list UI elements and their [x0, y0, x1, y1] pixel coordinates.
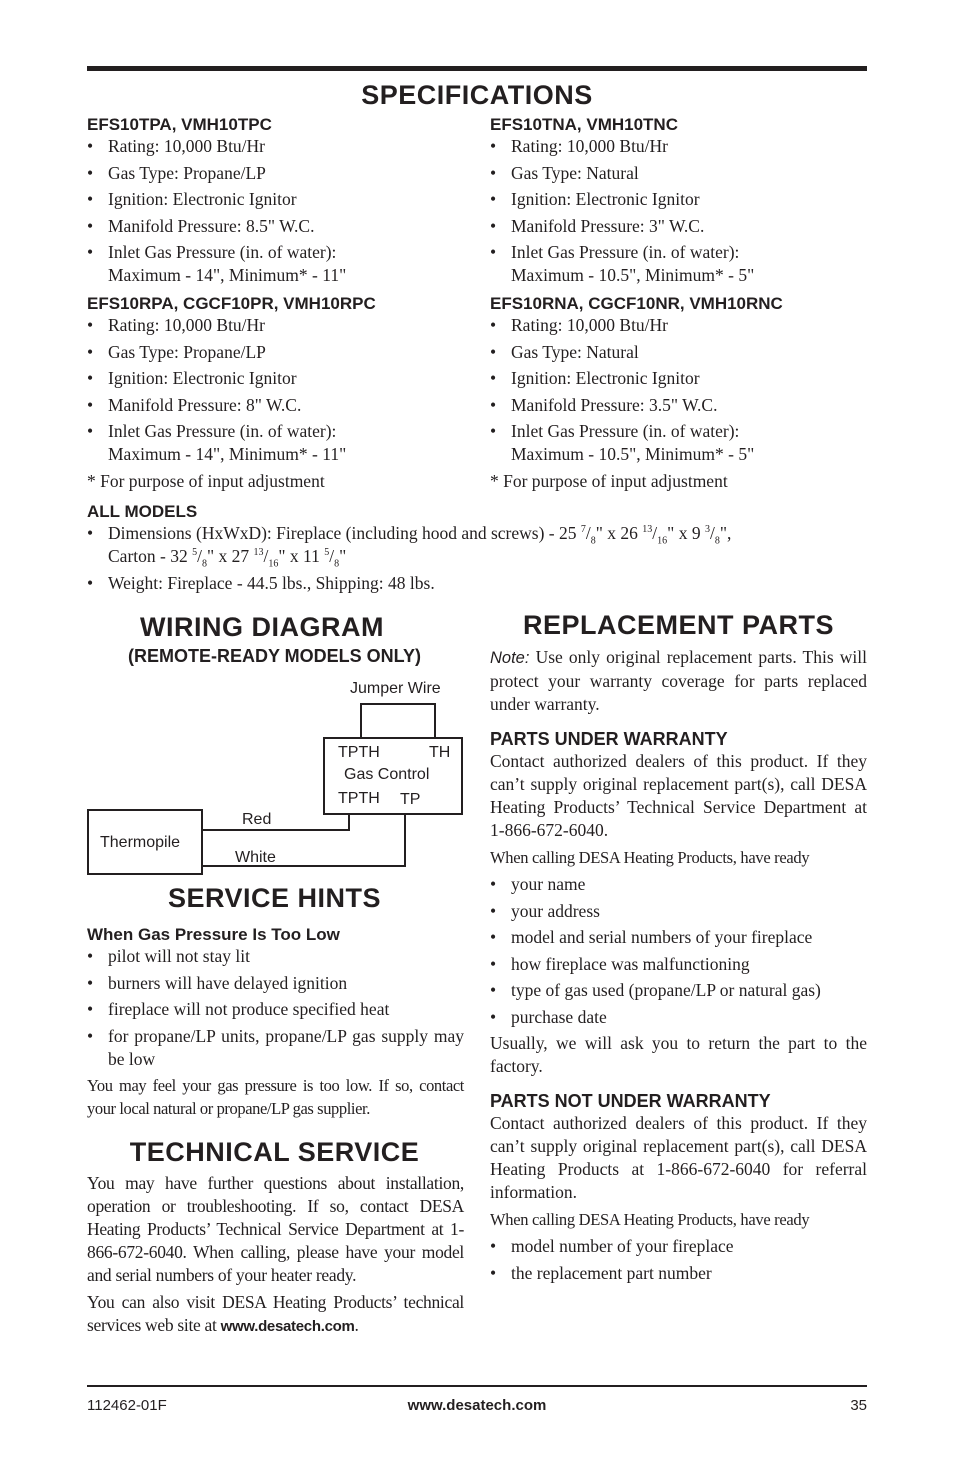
footer-rule [87, 1385, 867, 1387]
have-ready-list-2 [490, 1235, 867, 1285]
list-item: • Gas Type: Propane/LP [87, 341, 467, 364]
inlet-line-1: Inlet Gas Pressure (in. of water): [108, 242, 337, 262]
document-number: 112462-01F [87, 1397, 167, 1414]
service-hints [87, 925, 464, 1124]
technical-service-title: TECHNICAL SERVICE [129, 1137, 420, 1167]
spec-group-heading: EFS10RNA, CGCF10NR, VMH10RNC [490, 294, 783, 313]
list-item: • model and serial numbers of your fireplace [490, 926, 867, 949]
parts-under-warranty-heading: PARTS UNDER WARRANTY [490, 729, 728, 749]
footnote: * For purpose of input adjustment [490, 470, 728, 491]
parts-under-warranty-paragraph: Contact authorized dealers of this product. If they can’t supply original replacement part(s), call DESA Heating Products’ Technical Service Department at 1-866-672-6040. [490, 751, 867, 840]
list-item [490, 241, 870, 287]
list-item: • Manifold Pressure: 3.5" W.C. [490, 394, 870, 417]
list-item: • your address [490, 900, 867, 923]
technical-service-web-paragraph: You can also visit DESA Heating Products’ technical services web site at www.desatech.com. [87, 1292, 464, 1335]
list-item: • fireplace will not produce specified heat [87, 998, 464, 1021]
wiring-diagram [87, 678, 467, 878]
spec-list [87, 314, 467, 466]
replacement-parts [490, 646, 867, 1288]
list-item: • pilot will not stay lit [87, 945, 464, 968]
service-hints-list [87, 945, 464, 1071]
service-hints-subheading: When Gas Pressure Is Too Low [87, 925, 340, 944]
website-link[interactable]: www.desatech.com [220, 1318, 355, 1335]
list-item: • your name [490, 873, 867, 896]
list-item: • Ignition: Electronic Ignitor [87, 367, 467, 390]
list-item: • Gas Type: Natural [490, 341, 870, 364]
spec-group-1 [87, 115, 467, 291]
have-ready-list [490, 873, 867, 1029]
spec-group-heading: EFS10TPA, VMH10TPC [87, 115, 272, 134]
footer-website[interactable]: www.desatech.com [407, 1397, 547, 1414]
spec-group-heading: EFS10RPA, CGCF10PR, VMH10RPC [87, 294, 376, 313]
list-item: • purchase date [490, 1006, 867, 1029]
spec-group-2 [87, 294, 467, 493]
list-item: • Ignition: Electronic Ignitor [87, 188, 467, 211]
list-item: • Gas Type: Propane/LP [87, 162, 467, 185]
list-item: • the replacement part number [490, 1262, 867, 1285]
spec-list [87, 135, 467, 287]
list-item: • how fireplace was malfunctioning [490, 953, 867, 976]
list-item [490, 420, 870, 466]
list-item: • for propane/LP units, propane/LP gas supply may be low [87, 1025, 464, 1071]
list-item: • type of gas used (propane/LP or natural gas) [490, 979, 867, 1002]
list-item [87, 241, 467, 287]
spec-group-3 [490, 115, 870, 291]
list-item: • Ignition: Electronic Ignitor [490, 367, 870, 390]
list-item: • Rating: 10,000 Btu/Hr [87, 314, 467, 337]
have-ready-lead-2: When calling DESA Heating Products, have ready [490, 1210, 810, 1229]
list-item: • burners will have delayed ignition [87, 972, 464, 995]
list-item: • Rating: 10,000 Btu/Hr [490, 314, 870, 337]
inlet-line-1: Inlet Gas Pressure (in. of water): [108, 421, 337, 441]
thermopile-label: Thermopile [100, 834, 181, 851]
spec-group-4 [490, 294, 870, 493]
list-item: • Ignition: Electronic Ignitor [490, 188, 870, 211]
red-wire [203, 815, 349, 830]
th-label: TH [429, 744, 451, 761]
inlet-line-2: Maximum - 10.5", Minimum* - 5" [511, 444, 755, 464]
dimensions-item: • Dimensions (HxWxD): Fireplace (including hood and screws) - 25 $^7/_8$" x 26 $^{13}/_{16}$" x 9 $^3/_8$", Carton - 32 $^5/_8$" x 27 $^{13}/_{16}$" x 11 $^5/_8$" [87, 522, 867, 568]
service-hints-paragraph: You may feel your gas pressure is too low. If so, contact your local natural or propane/LP gas supplier. [87, 1076, 464, 1118]
jumper-wire-label: Jumper Wire [350, 680, 441, 697]
white-wire-label: White [235, 849, 276, 866]
top-rule [87, 66, 867, 71]
wiring-diagram-title: WIRING DIAGRAM [140, 612, 384, 642]
all-models-list [87, 522, 867, 595]
specifications-title: SPECIFICATIONS [361, 80, 593, 110]
technical-service [87, 1172, 464, 1342]
service-hints-title: SERVICE HINTS [167, 883, 382, 913]
inlet-line-2: Maximum - 14", Minimum* - 11" [108, 444, 347, 464]
list-item: • Manifold Pressure: 3" W.C. [490, 215, 870, 238]
inlet-line-1: Inlet Gas Pressure (in. of water): [511, 421, 740, 441]
list-item: • Rating: 10,000 Btu/Hr [87, 135, 467, 158]
list-item: • Gas Type: Natural [490, 162, 870, 185]
tpth-top-label: TPTH [338, 744, 380, 761]
tp-label: TP [400, 791, 421, 808]
all-models [87, 502, 867, 598]
jumper-wire [361, 704, 435, 737]
inlet-line-2: Maximum - 14", Minimum* - 11" [108, 265, 347, 285]
have-ready-lead: When calling DESA Heating Products, have ready [490, 848, 810, 867]
list-item: • Manifold Pressure: 8.5" W.C. [87, 215, 467, 238]
list-item [87, 420, 467, 466]
technical-service-paragraph: You may have further questions about installation, operation or troubleshooting. If so, contact DESA Heating Products’ Technical Service Department at 1-866-672-6040. When calling, please have your model and serial numbers of your heater ready. [87, 1173, 464, 1285]
red-wire-label: Red [242, 811, 272, 828]
replacement-note: Note: Use only original replacement parts. This will protect your warranty coverage for parts replaced under warranty. [490, 647, 867, 714]
white-wire [203, 815, 405, 866]
spec-list [490, 135, 870, 287]
parts-not-under-warranty-paragraph: Contact authorized dealers of this product. If they can’t supply original replacement part(s), call DESA Heating Products at 1-866-672-6040 for referral information. [490, 1113, 867, 1202]
inlet-line-1: Inlet Gas Pressure (in. of water): [511, 242, 740, 262]
wiring-diagram-subtitle: (REMOTE-READY MODELS ONLY) [127, 646, 422, 666]
tpth-bottom-label: TPTH [338, 790, 380, 807]
list-item: • model number of your fireplace [490, 1235, 867, 1258]
weight-item: • Weight: Fireplace - 44.5 lbs., Shipping: 48 lbs. [87, 572, 867, 595]
replacement-parts-title: REPLACEMENT PARTS [522, 610, 834, 640]
list-item: • Manifold Pressure: 8" W.C. [87, 394, 467, 417]
gas-control-label: Gas Control [344, 766, 430, 783]
spec-group-heading: EFS10TNA, VMH10TNC [490, 115, 678, 134]
all-models-heading: ALL MODELS [87, 502, 198, 521]
inlet-line-2: Maximum - 10.5", Minimum* - 5" [511, 265, 755, 285]
parts-not-under-warranty-heading: PARTS NOT UNDER WARRANTY [490, 1091, 771, 1111]
footnote: * For purpose of input adjustment [87, 470, 325, 491]
list-item: • Rating: 10,000 Btu/Hr [490, 135, 870, 158]
spec-list [490, 314, 870, 466]
return-part-paragraph: Usually, we will ask you to return the part to the factory. [490, 1033, 867, 1076]
page-number: 35 [850, 1397, 867, 1414]
